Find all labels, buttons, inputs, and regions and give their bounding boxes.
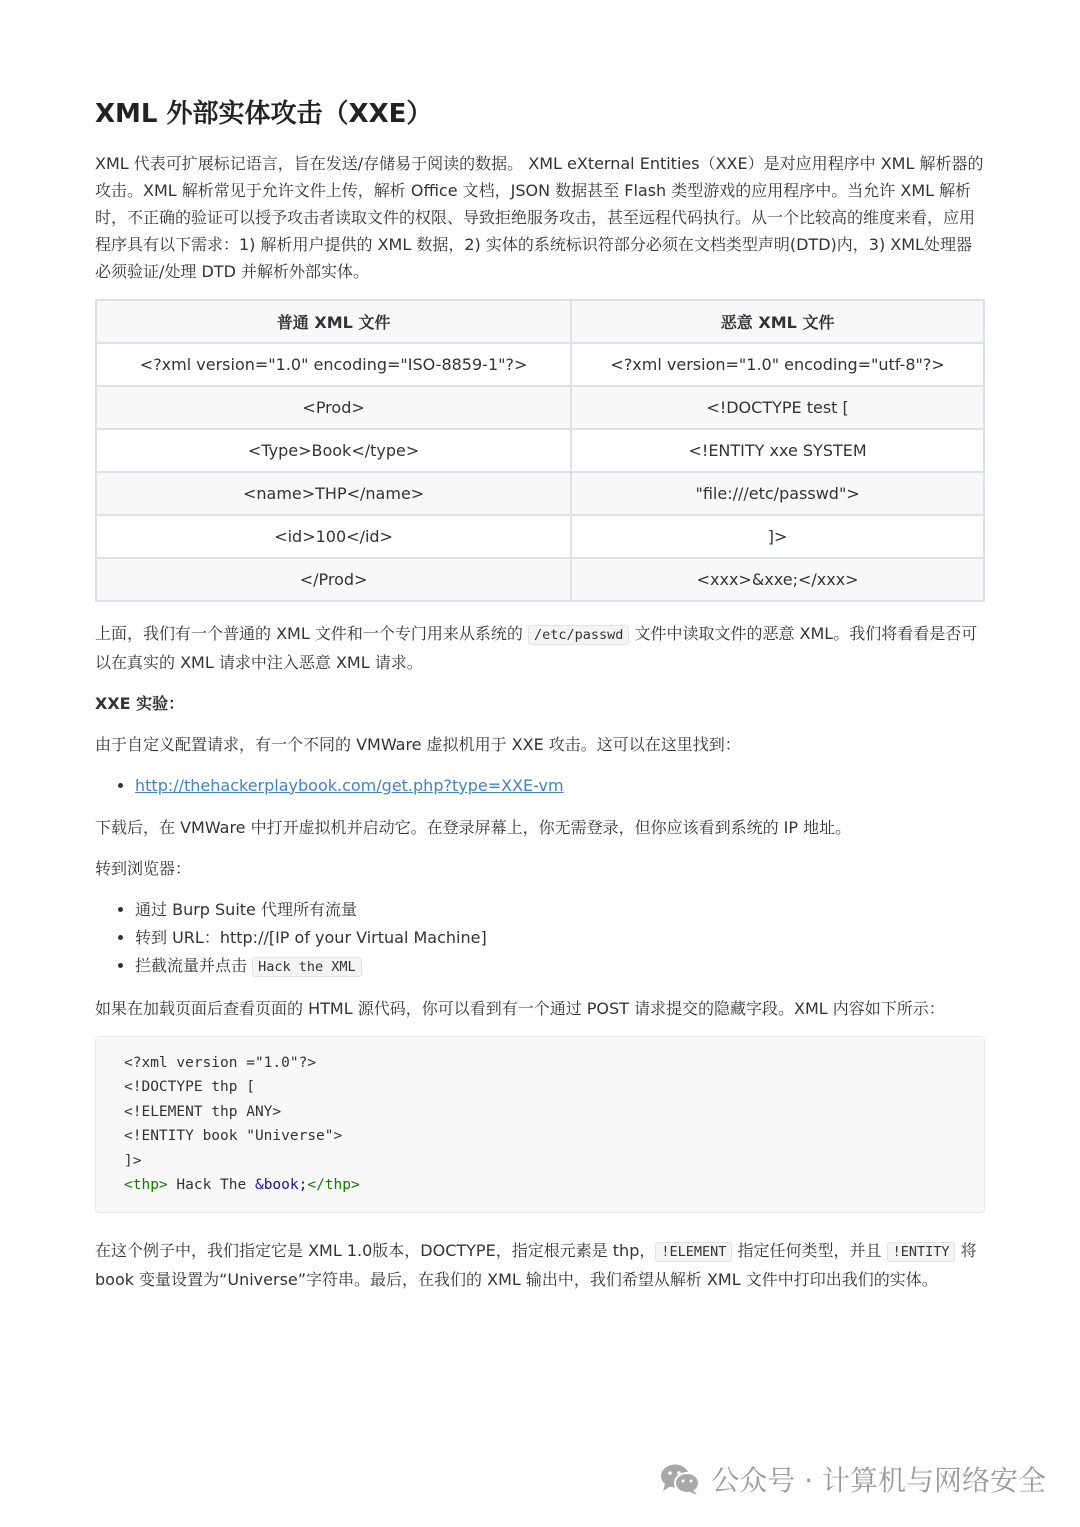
text: 拦截流量并点击 xyxy=(135,955,253,975)
table-cell: <id>100</id> xyxy=(96,515,571,558)
list-item: • 通过 Burp Suite 代理所有流量 xyxy=(135,896,985,924)
table-cell: <?xml version="1.0" encoding="ISO-8859-1"?> xyxy=(96,343,571,386)
inline-code-etc-passwd: /etc/passwd xyxy=(528,625,629,645)
table-cell: <name>THP</name> xyxy=(96,472,571,515)
xml-comparison-table xyxy=(95,299,985,602)
table-header-normal: 普通 XML 文件 xyxy=(96,300,571,343)
table-cell: "file:///etc/passwd"> xyxy=(571,472,984,515)
table-header-row xyxy=(96,300,984,343)
table-cell: <xxx>&xxe;</xxx> xyxy=(571,558,984,601)
table-row xyxy=(96,386,984,429)
lab-link-list xyxy=(95,772,985,800)
code-line: <!ELEMENT thp ANY> xyxy=(124,1103,282,1120)
text: 上面，我们有一个普通的 XML 文件和一个专门用来从系统的 xyxy=(95,623,528,643)
code-line: <!DOCTYPE thp [ xyxy=(124,1079,255,1096)
after-table-paragraph xyxy=(95,620,985,676)
text: 指定任何类型，并且 xyxy=(732,1240,887,1260)
list-item: • 转到 URL：http://[IP of your Virtual Machine] xyxy=(135,924,985,952)
list-item xyxy=(135,952,985,981)
browser-intro-paragraph: 转到浏览器： xyxy=(95,858,192,878)
code-text: Hack The xyxy=(167,1177,255,1194)
table-cell: <Prod> xyxy=(96,386,571,429)
code-line: <?xml version ="1.0"?> xyxy=(124,1054,317,1071)
watermark xyxy=(659,1459,1046,1499)
inline-code-element: !ELEMENT xyxy=(655,1242,732,1262)
table-cell: <?xml version="1.0" encoding="utf-8"?> xyxy=(571,343,984,386)
code-line: ]> xyxy=(124,1152,142,1169)
table-row xyxy=(96,429,984,472)
browser-steps-list xyxy=(95,896,985,981)
table-row xyxy=(96,343,984,386)
table-row xyxy=(96,558,984,601)
source-intro-paragraph: 如果在加载页面后查看页面的 HTML 源代码，你可以看到有一个通过 POST 请求提交的隐藏字段。XML 内容如下所示： xyxy=(95,998,945,1018)
text: 在这个例子中，我们指定它是 XML 1.0版本，DOCTYPE，指定根元素是 thp， xyxy=(95,1240,656,1260)
wechat-icon xyxy=(659,1462,701,1496)
table-cell: </Prod> xyxy=(96,558,571,601)
table-cell: <!DOCTYPE test [ xyxy=(571,386,984,429)
list-item xyxy=(135,772,985,800)
table-cell: <Type>Book</type> xyxy=(96,429,571,472)
code-entity: &book; xyxy=(254,1177,308,1194)
article xyxy=(95,98,985,1307)
table-row xyxy=(96,515,984,558)
lab-heading: XXE 实验： xyxy=(95,693,185,713)
table-cell: ]> xyxy=(571,515,984,558)
code-line: <!ENTITY book "Universe"> xyxy=(124,1128,343,1145)
lab-intro-paragraph: 由于自定义配置请求，有一个不同的 VMWare 虚拟机用于 XXE 攻击。这可以在这里找到： xyxy=(95,734,741,754)
xml-code-block xyxy=(95,1036,985,1213)
vm-download-link[interactable]: http://thehackerplaybook.com/get.php?type=XXE-vm xyxy=(135,775,564,795)
after-download-paragraph: 下载后，在 VMWare 中打开虚拟机并启动它。在登录屏幕上，你无需登录，但你应该看到系统的 IP 地址。 xyxy=(95,817,852,837)
table-header-malicious: 恶意 XML 文件 xyxy=(571,300,984,343)
page-title: XML 外部实体攻击（XXE） xyxy=(95,99,433,129)
intro-paragraph: XML 代表可扩展标记语言，旨在发送/存储易于阅读的数据。 XML eXternal Entities（XXE）是对应用程序中 XML 解析器的攻击。XML 解析常见于允许文件上传，解析 Office 文档，JSON 数据甚至 Flash 类型游戏的应用程序中。当允许 XML 解析时，不正确的验证可以授予攻击者读取文件的权限、导致拒绝服务攻击，甚至远程代码执行。从一个比较高的维度来看，应用程序具有以下需求：1) 解析用户提供的 XML 数据，2) 实体的系统标识符部分必须在文档类型声明(DTD)内，3) XML处理器必须验证/处理 DTD 并解析外部实体。 xyxy=(95,153,984,281)
code-tag: </thp> xyxy=(307,1177,360,1194)
table-row xyxy=(96,472,984,515)
inline-code-hack-the-xml: Hack the XML xyxy=(252,957,362,977)
text: 将 book 变量设置为“Universe”字符串。最后，在我们的 XML 输出中，我们希望从解析 XML 文件中打印出我们的实体。 xyxy=(95,1240,977,1289)
table-cell: <!ENTITY xxe SYSTEM xyxy=(571,429,984,472)
final-paragraph xyxy=(95,1237,985,1293)
inline-code-entity: !ENTITY xyxy=(887,1242,956,1262)
watermark-text: 公众号 · 计算机与网络安全 xyxy=(711,1464,1046,1497)
text: 文件中读取文件的恶意 XML。我们将看看是否可以在真实的 XML 请求中注入恶意 XML 请求。 xyxy=(95,623,978,672)
code-tag: <thp> xyxy=(124,1177,168,1194)
